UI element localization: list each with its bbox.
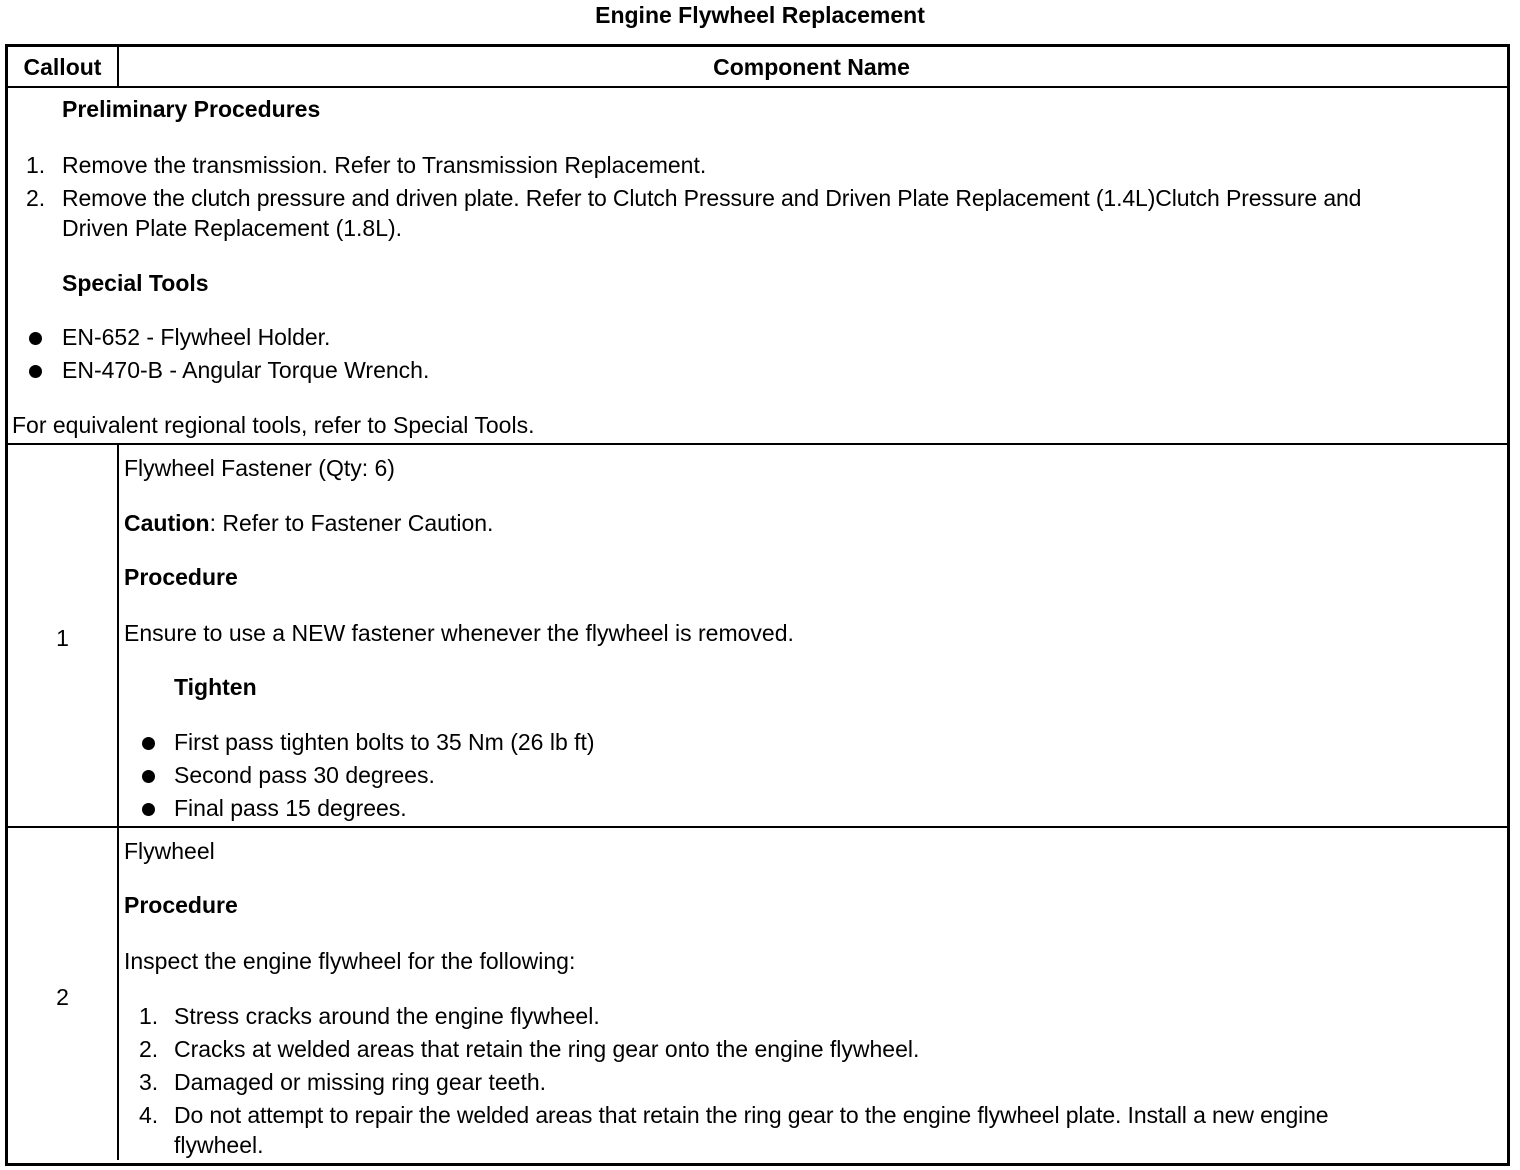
prelim-step-1-text: Remove the transmission. Refer to Transmission Replacement. bbox=[62, 152, 707, 178]
bullet-icon bbox=[142, 770, 155, 783]
header-callout: Callout bbox=[23, 54, 102, 80]
tighten-item: Second pass 30 degrees. bbox=[174, 762, 435, 788]
tighten-item: Final pass 15 degrees. bbox=[174, 795, 407, 821]
callout-number-1: 1 bbox=[56, 625, 69, 651]
caution-text: : Refer to Fastener Caution. bbox=[209, 510, 494, 536]
callout-number-2: 2 bbox=[56, 984, 69, 1010]
caution-line bbox=[124, 510, 493, 536]
inspect-text: Inspect the engine flywheel for the following: bbox=[124, 948, 576, 974]
bullet-icon bbox=[29, 332, 42, 345]
inspect-item-number: 1. bbox=[139, 1003, 159, 1029]
inspect-item-number: 3. bbox=[139, 1069, 159, 1095]
preliminary-heading: Preliminary Procedures bbox=[62, 96, 321, 122]
column-divider-body bbox=[117, 443, 119, 1160]
procedure-table bbox=[5, 44, 1510, 1166]
procedure-heading-1: Procedure bbox=[124, 564, 238, 590]
caution-label: Caution bbox=[124, 510, 210, 536]
row-divider-2 bbox=[5, 826, 1510, 828]
bullet-icon bbox=[142, 803, 155, 816]
bullet-icon bbox=[142, 737, 155, 750]
component-name-flywheel-fastener: Flywheel Fastener (Qty: 6) bbox=[124, 455, 395, 481]
header-component-name: Component Name bbox=[713, 54, 910, 80]
inspect-item-text: Stress cracks around the engine flywheel. bbox=[174, 1003, 600, 1029]
page-title: Engine Flywheel Replacement bbox=[595, 2, 925, 28]
prelim-step-2-number: 2. bbox=[26, 185, 46, 211]
component-name-flywheel: Flywheel bbox=[124, 838, 215, 864]
bullet-icon bbox=[29, 365, 42, 378]
tighten-heading: Tighten bbox=[174, 674, 257, 700]
inspect-item-text-line1: Do not attempt to repair the welded areas that retain the ring gear to the engine flywheel plate. Install a new engine bbox=[174, 1102, 1329, 1128]
regional-tools-note: For equivalent regional tools, refer to Special Tools. bbox=[12, 412, 535, 438]
inspect-item-number: 4. bbox=[139, 1102, 159, 1128]
inspect-item-text-line2: flywheel. bbox=[174, 1132, 264, 1158]
inspect-item-text: Damaged or missing ring gear teeth. bbox=[174, 1069, 547, 1095]
inspect-item-text: Cracks at welded areas that retain the ring gear onto the engine flywheel. bbox=[174, 1036, 920, 1062]
prelim-step-2-text-line2: Driven Plate Replacement (1.8L). bbox=[62, 215, 403, 241]
inspect-item-number: 2. bbox=[139, 1036, 159, 1062]
row-divider-1 bbox=[5, 443, 1510, 445]
procedure-heading-2: Procedure bbox=[124, 892, 238, 918]
procedure-text-1: Ensure to use a NEW fastener whenever the flywheel is removed. bbox=[124, 620, 794, 646]
tighten-item: First pass tighten bolts to 35 Nm (26 lb ft) bbox=[174, 729, 595, 755]
header-divider bbox=[5, 86, 1510, 88]
prelim-step-1-number: 1. bbox=[26, 152, 46, 178]
special-tools-heading: Special Tools bbox=[62, 270, 209, 296]
prelim-step-2-text-line1: Remove the clutch pressure and driven plate. Refer to Clutch Pressure and Driven Plate Replacement (1.4L)Clutch Pressure and bbox=[62, 185, 1362, 211]
special-tool-item: EN-652 - Flywheel Holder. bbox=[62, 324, 331, 350]
special-tool-item: EN-470-B - Angular Torque Wrench. bbox=[62, 357, 430, 383]
